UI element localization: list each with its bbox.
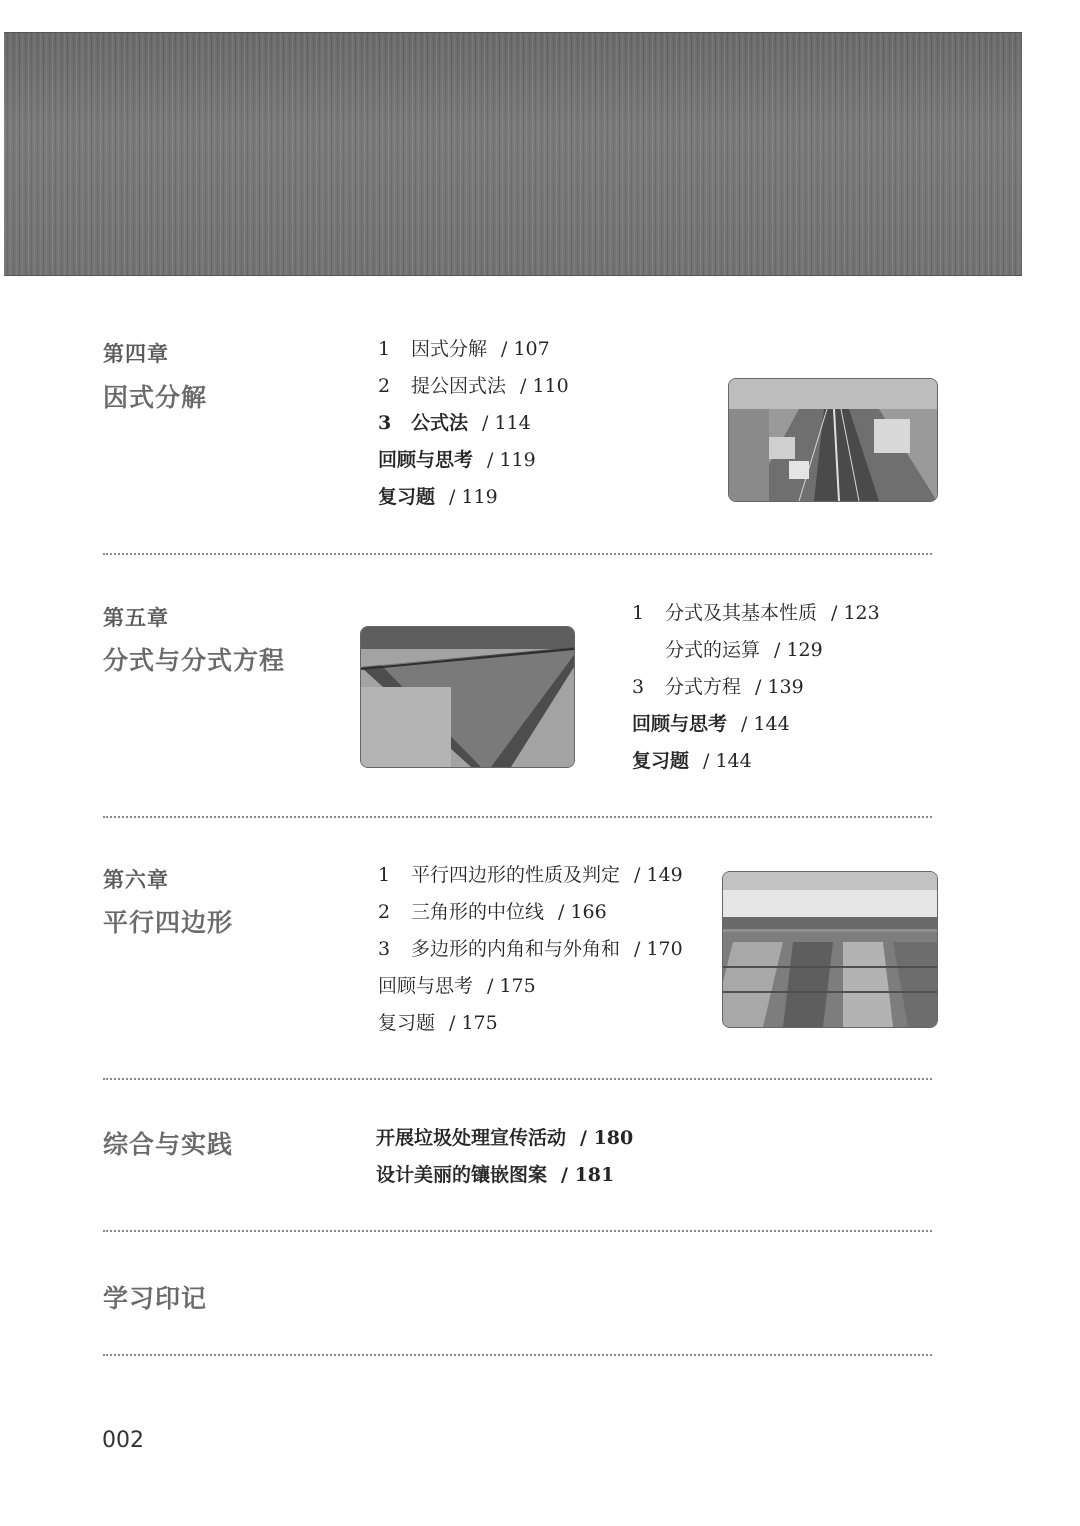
toc-entry[interactable]: 1 因式分解 / 107 (378, 338, 550, 360)
section-divider (103, 1354, 932, 1356)
toc-entry[interactable]: 回顾与思考 / 144 (632, 713, 790, 735)
toc-entry[interactable]: 2 三角形的中位线 / 166 (378, 901, 607, 923)
toc-entry[interactable]: 3 多边形的内角和与外角和 / 170 (378, 938, 683, 960)
farmland-photo (722, 871, 938, 1028)
page-number: 002 (102, 1428, 144, 1453)
practice-title: 综合与实践 (103, 1130, 234, 1159)
chapter-4-toc (378, 331, 569, 516)
section-divider (103, 816, 932, 818)
header-banner (4, 32, 1022, 276)
chapter-4-title: 因式分解 (103, 383, 208, 412)
toc-entry[interactable]: 1 分式及其基本性质 / 123 (632, 602, 880, 624)
toc-entry[interactable]: 回顾与思考 / 175 (378, 975, 536, 997)
chapter-5-toc (632, 595, 880, 780)
toc-entry[interactable]: 复习题 / 119 (378, 486, 498, 508)
section-divider (103, 1078, 932, 1080)
toc-entry[interactable]: 开展垃圾处理宣传活动 / 180 (376, 1127, 634, 1149)
practice-toc (376, 1120, 633, 1194)
chapter-5-title: 分式与分式方程 (103, 646, 286, 675)
toc-entry[interactable]: 复习题 / 175 (378, 1012, 498, 1034)
toc-entry[interactable]: 设计美丽的镶嵌图案 / 181 (376, 1164, 615, 1186)
highway-photo (728, 378, 938, 502)
toc-entry[interactable]: 3 分式方程 / 139 (632, 676, 804, 698)
chapter-6-number: 第六章 (103, 868, 169, 892)
bridge-photo (360, 626, 575, 768)
chapter-6-title: 平行四边形 (103, 908, 234, 937)
toc-entry[interactable]: 3 公式法 / 114 (378, 412, 531, 434)
chapter-5-number: 第五章 (103, 606, 169, 630)
section-divider (103, 1230, 932, 1232)
toc-entry[interactable]: 回顾与思考 / 119 (378, 449, 536, 471)
chapter-6-toc (378, 857, 683, 1042)
toc-entry[interactable]: 复习题 / 144 (632, 750, 752, 772)
section-divider (103, 553, 932, 555)
notes-title: 学习印记 (103, 1284, 208, 1313)
chapter-4-number: 第四章 (103, 342, 169, 366)
toc-entry[interactable]: 2 提公因式法 / 110 (378, 375, 569, 397)
toc-entry[interactable]: 1 平行四边形的性质及判定 / 149 (378, 864, 683, 886)
toc-entry[interactable]: 分式的运算 / 129 (665, 639, 823, 661)
